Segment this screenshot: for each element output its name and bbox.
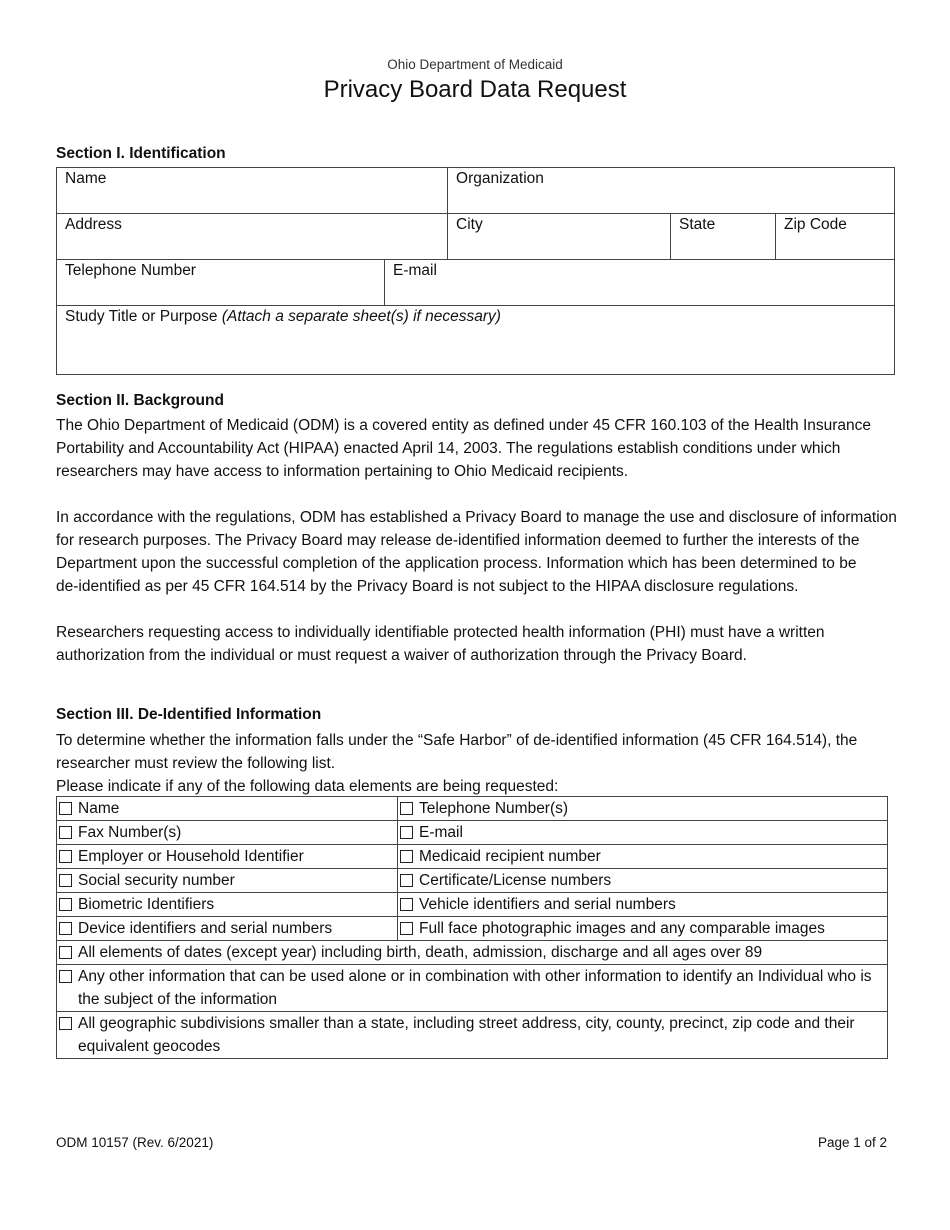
form-title: Privacy Board Data Request (323, 76, 627, 103)
deidentified-intro (56, 729, 876, 798)
identification-table (56, 167, 895, 375)
study-title-note: (Attach a separate sheet(s) if necessary) (221, 308, 501, 325)
element-biometric-label: Biometric Identifiers (78, 896, 215, 913)
checkbox-ssn[interactable] (59, 874, 72, 887)
element-face[interactable] (398, 917, 888, 941)
deidentified-prompt: Please indicate if any of the following data elements are being requested: (56, 778, 559, 795)
checkbox-telephone[interactable] (400, 802, 413, 815)
element-telephone-label: Telephone Number(s) (419, 800, 569, 817)
checkbox-fax[interactable] (59, 826, 72, 839)
background-paragraph-1: The Ohio Department of Medicaid (ODM) is a covered entity as defined under 45 CFR 160.103 of the Health Insurance Portability and Accountability Act (HIPAA) enacted April 14, 2003. The regulations establish conditions under which researchers may have access to information pertaining to Ohio Medicaid recipients. (56, 417, 872, 480)
element-medicaid-label: Medicaid recipient number (419, 848, 601, 865)
element-other-label: Any other information that can be used alone or in combination with other information to identify an Individual who is the subject of the information (78, 968, 872, 1008)
state-label: State (679, 216, 716, 233)
city-label: City (456, 216, 483, 233)
organization-field[interactable] (448, 168, 895, 214)
email-field[interactable] (385, 260, 895, 306)
page-number: Page 1 of 2 (817, 1135, 887, 1150)
checkbox-geographic[interactable] (59, 1017, 72, 1030)
checkbox-employer[interactable] (59, 850, 72, 863)
checkbox-certificate[interactable] (400, 874, 413, 887)
element-fax[interactable] (57, 821, 398, 845)
element-face-label: Full face photographic images and any comparable images (419, 920, 825, 937)
element-dates[interactable] (57, 941, 888, 965)
background-text (56, 414, 906, 667)
checkbox-other[interactable] (59, 970, 72, 983)
zip-label: Zip Code (784, 216, 847, 233)
checkbox-name[interactable] (59, 802, 72, 815)
name-field[interactable] (57, 168, 448, 214)
city-field[interactable] (448, 214, 671, 260)
email-label: E-mail (393, 262, 437, 279)
element-device[interactable] (57, 917, 398, 941)
study-title-label: Study Title or Purpose (65, 308, 218, 325)
data-elements-table (56, 796, 888, 1059)
element-vehicle-label: Vehicle identifiers and serial numbers (419, 896, 676, 913)
state-field[interactable] (671, 214, 776, 260)
element-email-label: E-mail (419, 824, 463, 841)
zip-field[interactable] (776, 214, 895, 260)
checkbox-email[interactable] (400, 826, 413, 839)
element-certificate[interactable] (398, 869, 888, 893)
element-name-label: Name (78, 800, 120, 817)
section2-heading: Section II. Background (56, 392, 224, 409)
background-paragraph-3: Researchers requesting access to individually identifiable protected health information (PHI) must have a written authorization from the individual or must request a waiver of authorization through the Privacy Board. (56, 624, 825, 664)
element-telephone[interactable] (398, 797, 888, 821)
checkbox-medicaid[interactable] (400, 850, 413, 863)
study-title-field[interactable] (57, 306, 895, 375)
element-ssn[interactable] (57, 869, 398, 893)
checkbox-face[interactable] (400, 922, 413, 935)
organization-label: Organization (456, 170, 544, 187)
element-vehicle[interactable] (398, 893, 888, 917)
element-dates-label: All elements of dates (except year) including birth, death, admission, discharge and all ages over 89 (78, 944, 763, 961)
element-other[interactable] (57, 965, 888, 1012)
element-biometric[interactable] (57, 893, 398, 917)
element-email[interactable] (398, 821, 888, 845)
checkbox-biometric[interactable] (59, 898, 72, 911)
element-geographic[interactable] (57, 1012, 888, 1059)
address-label: Address (65, 216, 122, 233)
element-fax-label: Fax Number(s) (78, 824, 182, 841)
background-paragraph-2a: In accordance with the regulations, ODM has established a Privacy Board to manage the use and disclosure of information for research purposes. The Privacy Board may release de-identified information deemed to further the interests of the Department upon the successful completion of the application process. Information which has been determined to be (56, 509, 897, 572)
checkbox-dates[interactable] (59, 946, 72, 959)
section3-heading: Section III. De-Identified Information (56, 706, 322, 723)
address-field[interactable] (57, 214, 448, 260)
section1-heading: Section I. Identification (56, 145, 226, 162)
agency-name: Ohio Department of Medicaid (387, 57, 563, 72)
telephone-field[interactable] (57, 260, 385, 306)
element-geographic-label: All geographic subdivisions smaller than a state, including street address, city, county, precinct, zip code and their equivalent geocodes (78, 1015, 855, 1055)
element-employer[interactable] (57, 845, 398, 869)
element-ssn-label: Social security number (78, 872, 235, 889)
checkbox-vehicle[interactable] (400, 898, 413, 911)
element-device-label: Device identifiers and serial numbers (78, 920, 333, 937)
deidentified-intro-text: To determine whether the information falls under the “Safe Harbor” of de-identified information (45 CFR 164.514), the researcher must review the following list. (56, 732, 858, 772)
element-employer-label: Employer or Household Identifier (78, 848, 304, 865)
element-medicaid[interactable] (398, 845, 888, 869)
checkbox-device[interactable] (59, 922, 72, 935)
background-paragraph-2b: de-identified as per 45 CFR 164.514 by the Privacy Board is not subject to the HIPAA disclosure regulations. (56, 578, 799, 595)
telephone-label: Telephone Number (65, 262, 196, 279)
element-name[interactable] (57, 797, 398, 821)
element-certificate-label: Certificate/License numbers (419, 872, 612, 889)
form-id: ODM 10157 (Rev. 6/2021) (56, 1135, 214, 1150)
name-label: Name (65, 170, 107, 187)
